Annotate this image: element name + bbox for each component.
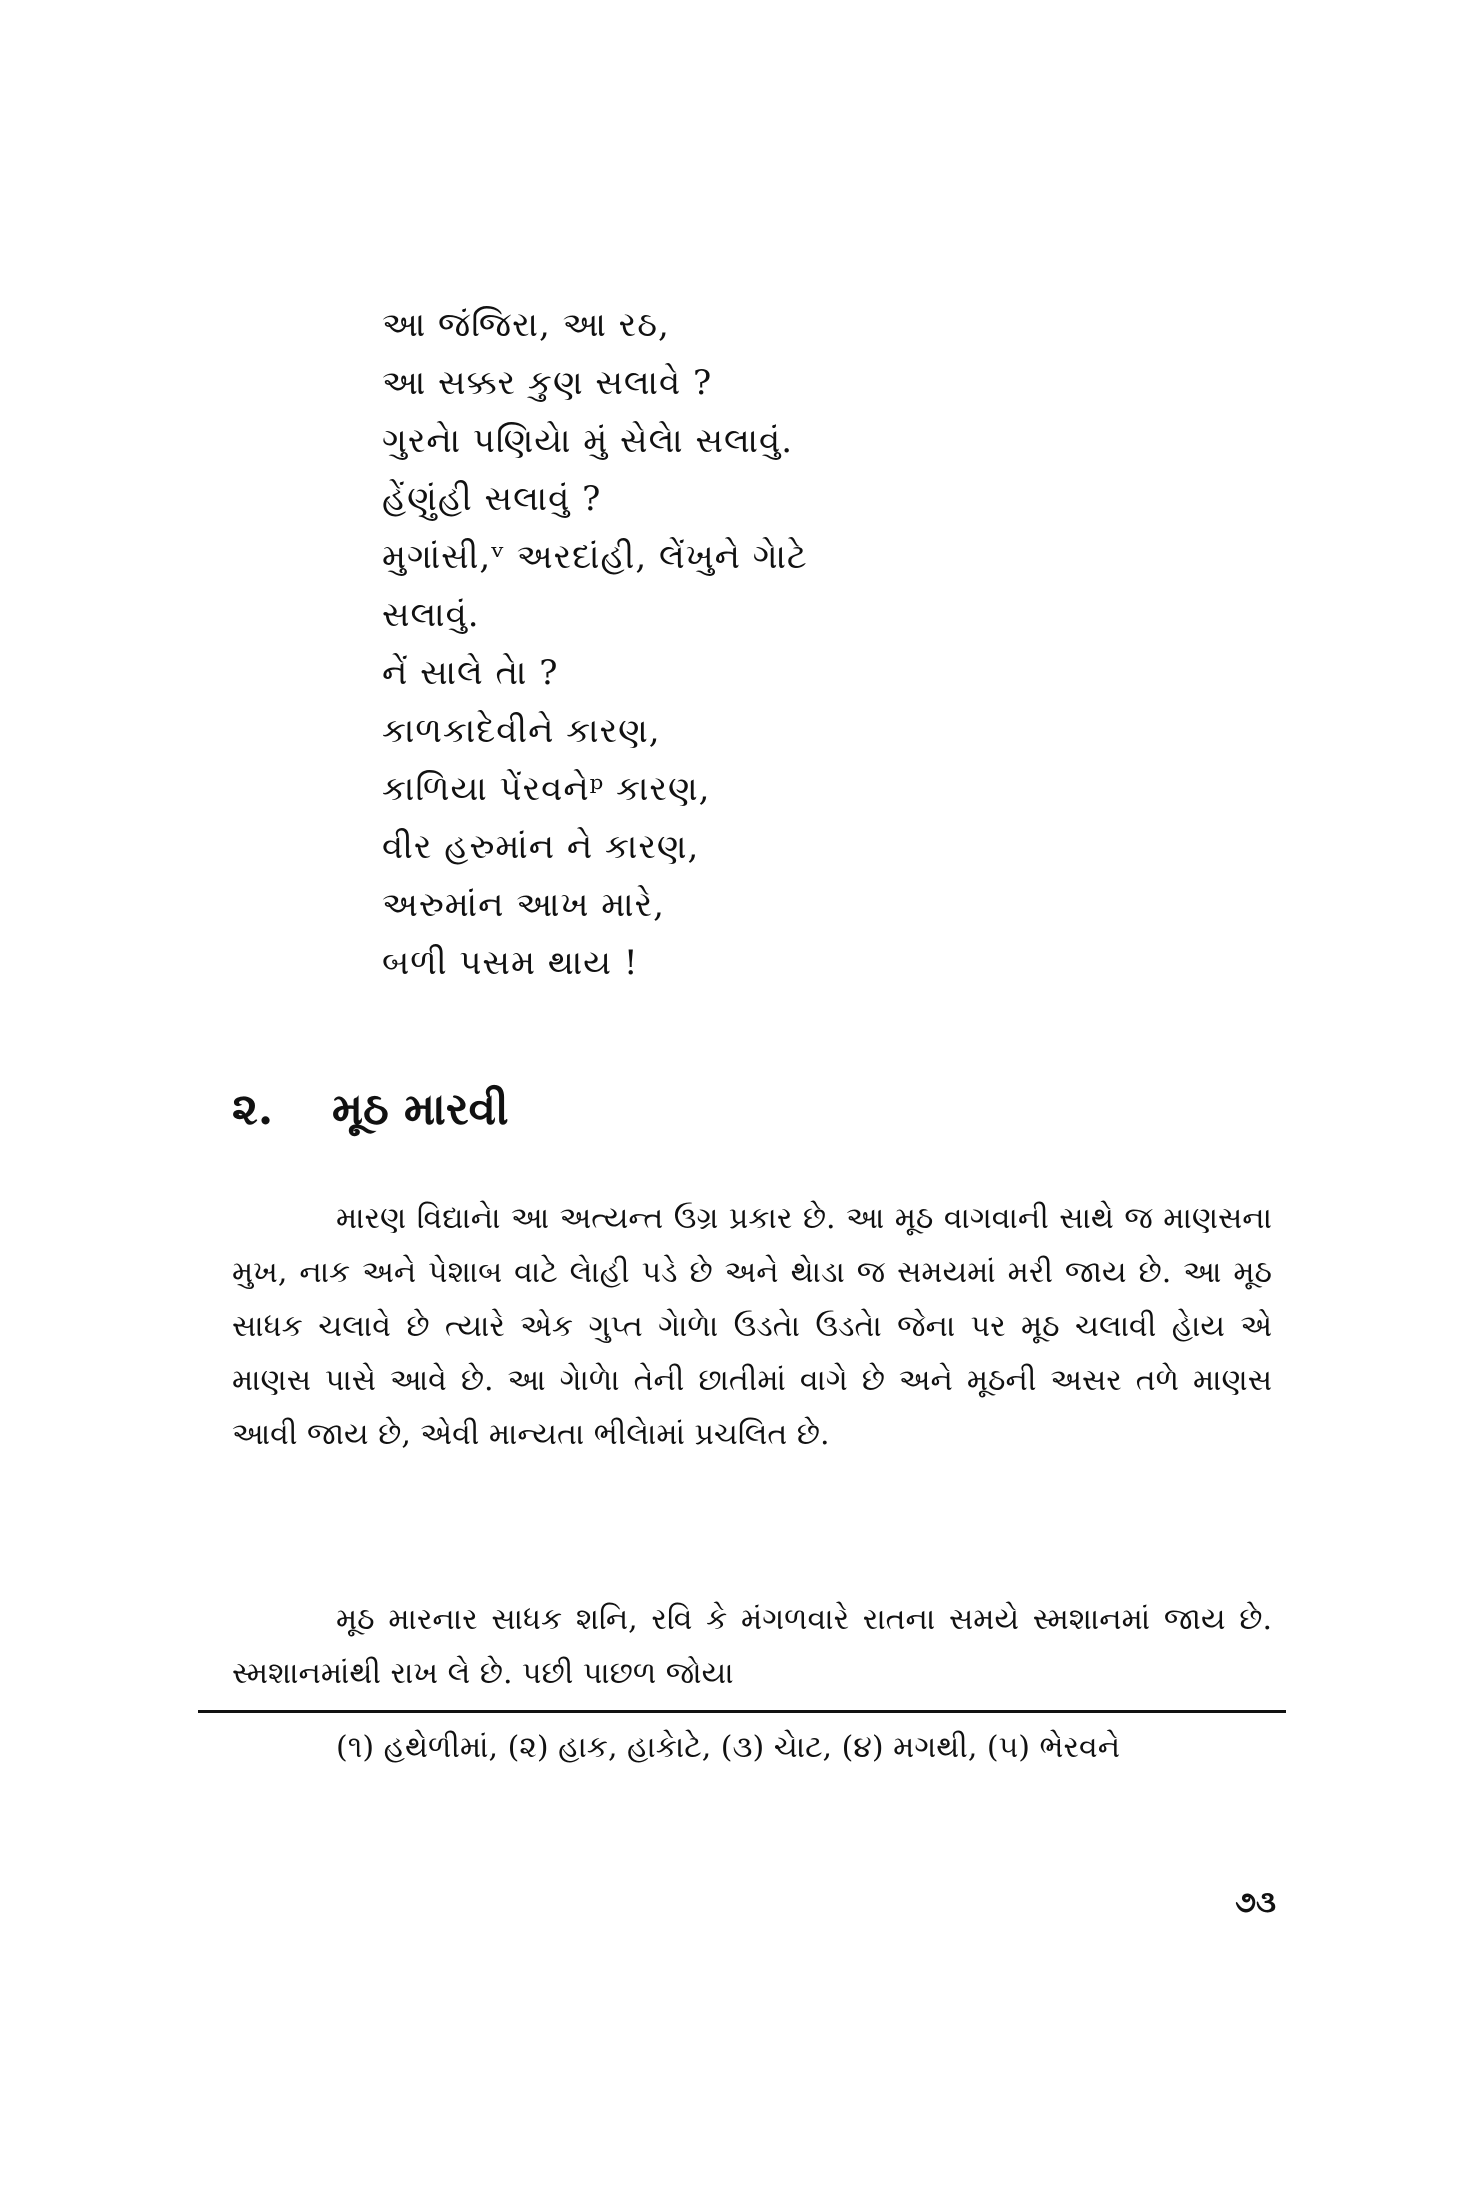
poem-line: સલાવું.	[382, 595, 480, 635]
poem-line: આ જંજિરા, આ રઠ,	[382, 305, 670, 345]
poem-line: બળી પસમ થાય !	[382, 943, 639, 983]
poem-line: મુગાંસી,ᵛ અરદાંહી, લેંખુને ગેાટે	[382, 537, 808, 577]
section-heading	[232, 1080, 509, 1140]
poem-line: કાળકાદેવીને કારણ,	[382, 711, 661, 751]
page-number: ૭૩	[1235, 1885, 1276, 1920]
footnotes: (૧) હથેળીમાં, (૨) હાક, હાકેાટે, (૩) ચેાટ, (૪) મગથી, (૫) ભેરવને	[336, 1730, 1121, 1765]
body-paragraph: મારણ વિદ્યાનેા આ અત્યન્ત ઉગ્ર પ્રકાર છે. આ મૂઠ વાગવાની સાથે જ માણસના મુખ, નાક અને પેશાબ વાટે લેાહી પડે છે અને થેાડા જ સમયમાં મરી જાય છે. આ મૂઠ સાધક ચલાવે છે ત્યારે એક ગુપ્ત ગેાળેા ઉડતેા ઉડતેા જેના પર મૂઠ ચલાવી હેાય એ માણસ પાસે આવે છે. આ ગેાળેા તેની છાતીમાં વાગે છે અને મૂઠની અસર તળે માણસ આવી જાય છે, એવી માન્યતા ભીલેામાં પ્રચલિત છે.	[232, 1201, 1272, 1452]
poem-line: કાળિયા પેંરવનેᵖ કારણ,	[382, 769, 711, 809]
poem-line: આ સક્કર કુણ સલાવે ?	[382, 363, 713, 403]
body-paragraph: મૂઠ મારનાર સાધક શનિ, રવિ કે મંગળવારે રાતના સમયે સ્મશાનમાં જાય છે. સ્મશાનમાંથી રાખ લે છે. પછી પાછળ જોયા	[232, 1602, 1272, 1691]
poem-line: ગુરનેા પણિયેા મું સેલેા સલાવું.	[382, 421, 794, 461]
section-title: મૂઠ મારવી	[332, 1084, 509, 1135]
poem-line: નેં સાલે તેા ?	[382, 653, 559, 693]
poem-line: વીર હરુમાંન ને કારણ,	[382, 827, 700, 867]
poem-line: હેંણુંહી સલાવું ?	[382, 479, 602, 519]
poem-stanza	[382, 296, 1142, 992]
footnote-divider	[198, 1710, 1286, 1713]
poem-line: અરુમાંન આખ મારે,	[382, 885, 665, 925]
section-number: ૨.	[232, 1084, 274, 1135]
